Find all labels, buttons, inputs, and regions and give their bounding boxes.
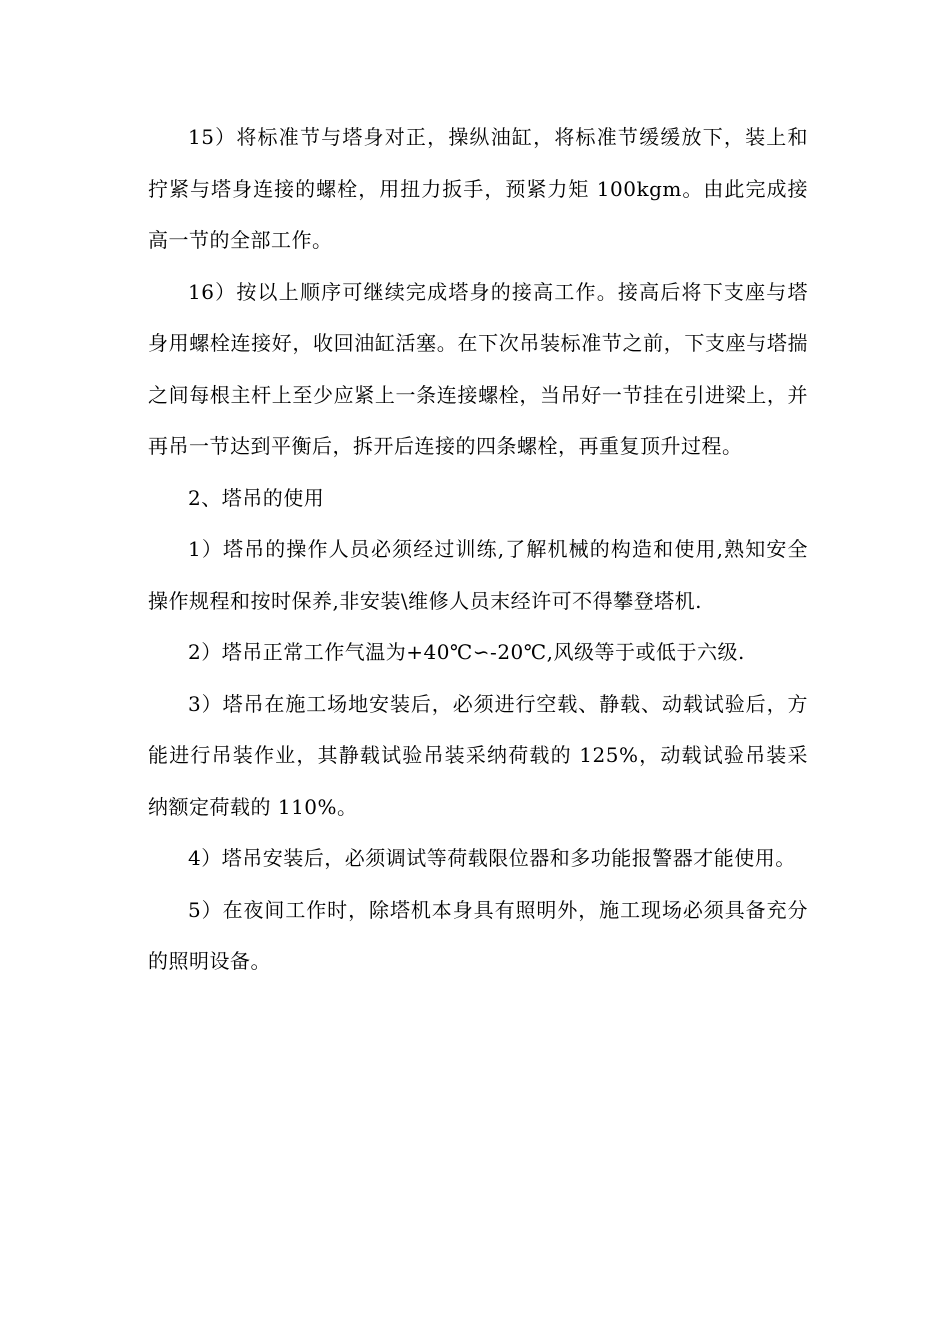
document-body (148, 112, 808, 988)
list-item-3: 3）塔吊在施工场地安装后，必须进行空载、静载、动载试验后，方能进行吊装作业，其静载试验吊装采纳荷载的 125%，动载试验吊装采纳额定荷载的 110%。 (148, 691, 808, 819)
paragraph-step-15: 15）将标准节与塔身对正，操纵油缸，将标准节缓缓放下，装上和拧紧与塔身连接的螺栓，用扭力扳手，预紧力矩 100kgm。由此完成接高一节的全部工作。 (148, 125, 808, 252)
list-item-5: 5）在夜间工作时，除塔机本身具有照明外，施工现场必须具备充分的照明设备。 (148, 897, 808, 973)
list-item-4: 4）塔吊安装后，必须调试等荷载限位器和多功能报警器才能使用。 (188, 846, 796, 870)
section-heading: 2、塔吊的使用 (188, 485, 325, 510)
list-item-1: 1）塔吊的操作人员必须经过训练,了解机械的构造和使用,熟知安全操作规程和按时保养,非安装\维修人员末经许可不得攀登塔机. (148, 537, 808, 613)
list-item-2: 2）塔吊正常工作气温为+40℃∽-20℃,风级等于或低于六级. (188, 640, 745, 664)
paragraph-step-16: 16）按以上顺序可继续完成塔身的接高工作。接高后将下支座与塔身用螺栓连接好，收回油缸活塞。在下次吊装标准节之前，下支座与塔揣之间每根主杆上至少应紧上一条连接螺栓，当吊好一节挂在引进梁上，并再吊一节达到平衡后，拆开后连接的四条螺栓，再重复顶升过程。 (148, 279, 808, 458)
